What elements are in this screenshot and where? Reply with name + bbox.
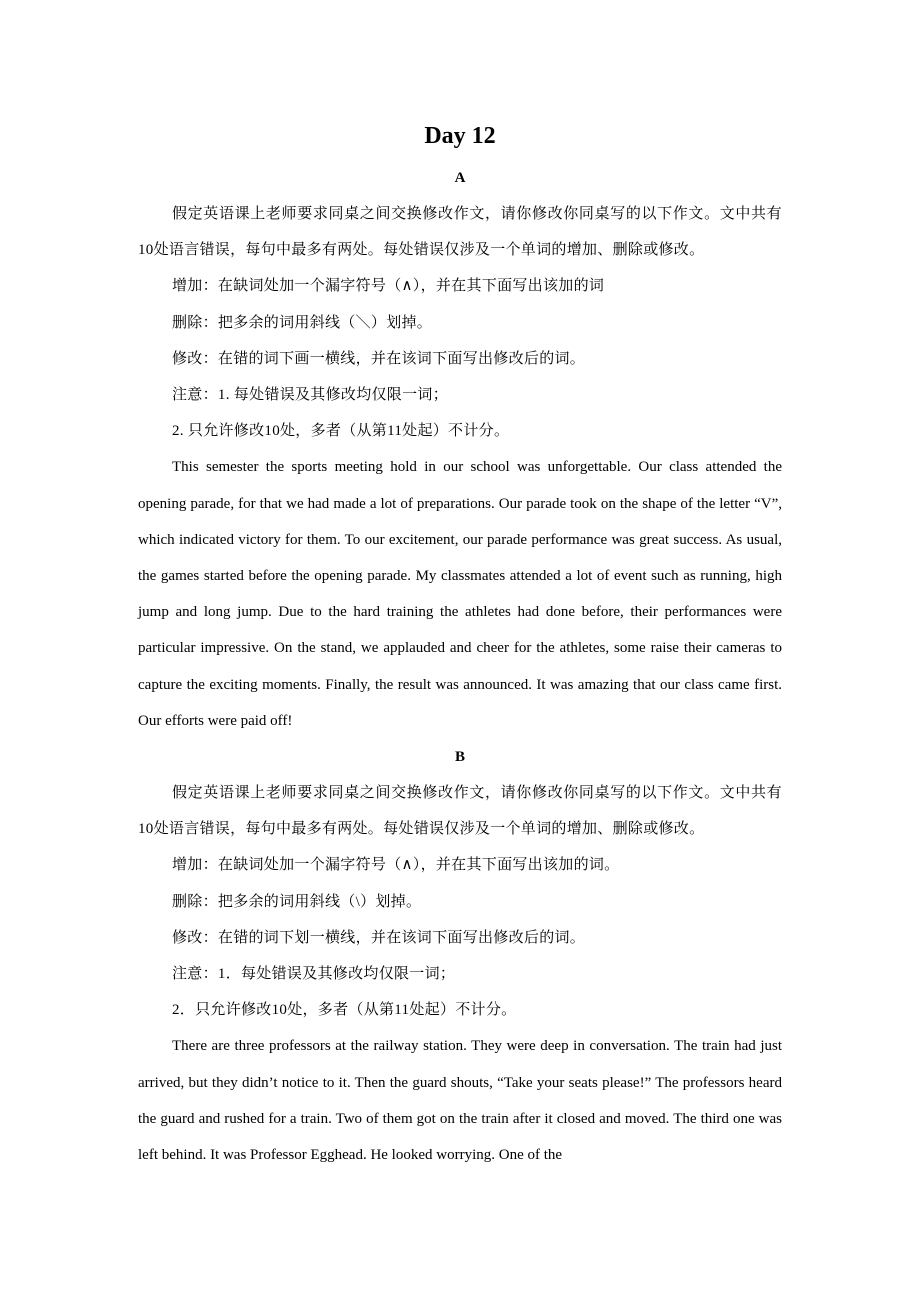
instruction-note-2: 2. 只允许修改10处，多者（从第11处起）不计分。 — [172, 423, 510, 440]
instruction-modify: 修改：在错的词下画一横线，并在该词下面写出修改后的词。 — [172, 350, 586, 367]
section-b — [138, 739, 782, 1173]
instruction-delete: 删除：把多余的词用斜线（\）划掉。 — [172, 893, 422, 910]
section-a — [138, 160, 782, 739]
instruction-modify: 修改：在错的词下划一横线，并在该词下面写出修改后的词。 — [172, 929, 586, 946]
instruction-note-1: 注意：1．每处错误及其修改均仅限一词； — [172, 966, 456, 983]
page-title: Day 12 — [424, 123, 496, 149]
passage-b: There are three professors at the railway station. They were deep in conversation. The train had just arrived, but they didn’t notice to it. Then the guard shouts, “Take your seats please!” The professors heard the guard and rushed for a train. Two of them got on the train after it closed and moved. The third one was left behind. It was Professor Egghead. He looked worrying. One of the — [138, 1038, 782, 1164]
instruction-add: 增加：在缺词处加一个漏字符号（∧），并在其下面写出该加的词 — [172, 278, 605, 295]
instruction-intro: 假定英语课上老师要求同桌之间交换修改作文，请你修改你同桌写的以下作文。文中共有10处语言错误，每句中最多有两处。每处错误仅涉及一个单词的增加、删除或修改。 — [138, 206, 782, 259]
instruction-note-2: 2．只允许修改10处，多者（从第11处起）不计分。 — [172, 1002, 517, 1019]
instruction-delete: 删除：把多余的词用斜线（＼）划掉。 — [172, 314, 433, 331]
section-label-a: A — [454, 170, 466, 186]
document-page — [138, 118, 782, 1173]
instruction-note-1: 注意：1. 每处错误及其修改均仅限一词； — [172, 387, 449, 404]
instruction-add: 增加：在缺词处加一个漏字符号（∧），并在其下面写出该加的词。 — [172, 857, 620, 874]
passage-a: This semester the sports meeting hold in our school was unforgettable. Our class attended the opening parade, for that we had made a lot of preparations. Our parade took on the shape of the letter “V”, which indicated victory for them. To our excitement, our parade performance was great success. As usual, the games started before the opening parade. My classmates attended a lot of event such as running, high jump and long jump. Due to the hard training the athletes had done before, their performances were particular impressive. On the stand, we applauded and cheer for the athletes, some raise their cameras to capture the exciting moments. Finally, the result was announced. It was amazing that our class came first. Our efforts were paid off! — [138, 459, 782, 729]
instruction-intro: 假定英语课上老师要求同桌之间交换修改作文，请你修改你同桌写的以下作文。文中共有10处语言错误，每句中最多有两处。每处错误仅涉及一个单词的增加、删除或修改。 — [138, 785, 782, 838]
section-label-b: B — [454, 749, 465, 766]
